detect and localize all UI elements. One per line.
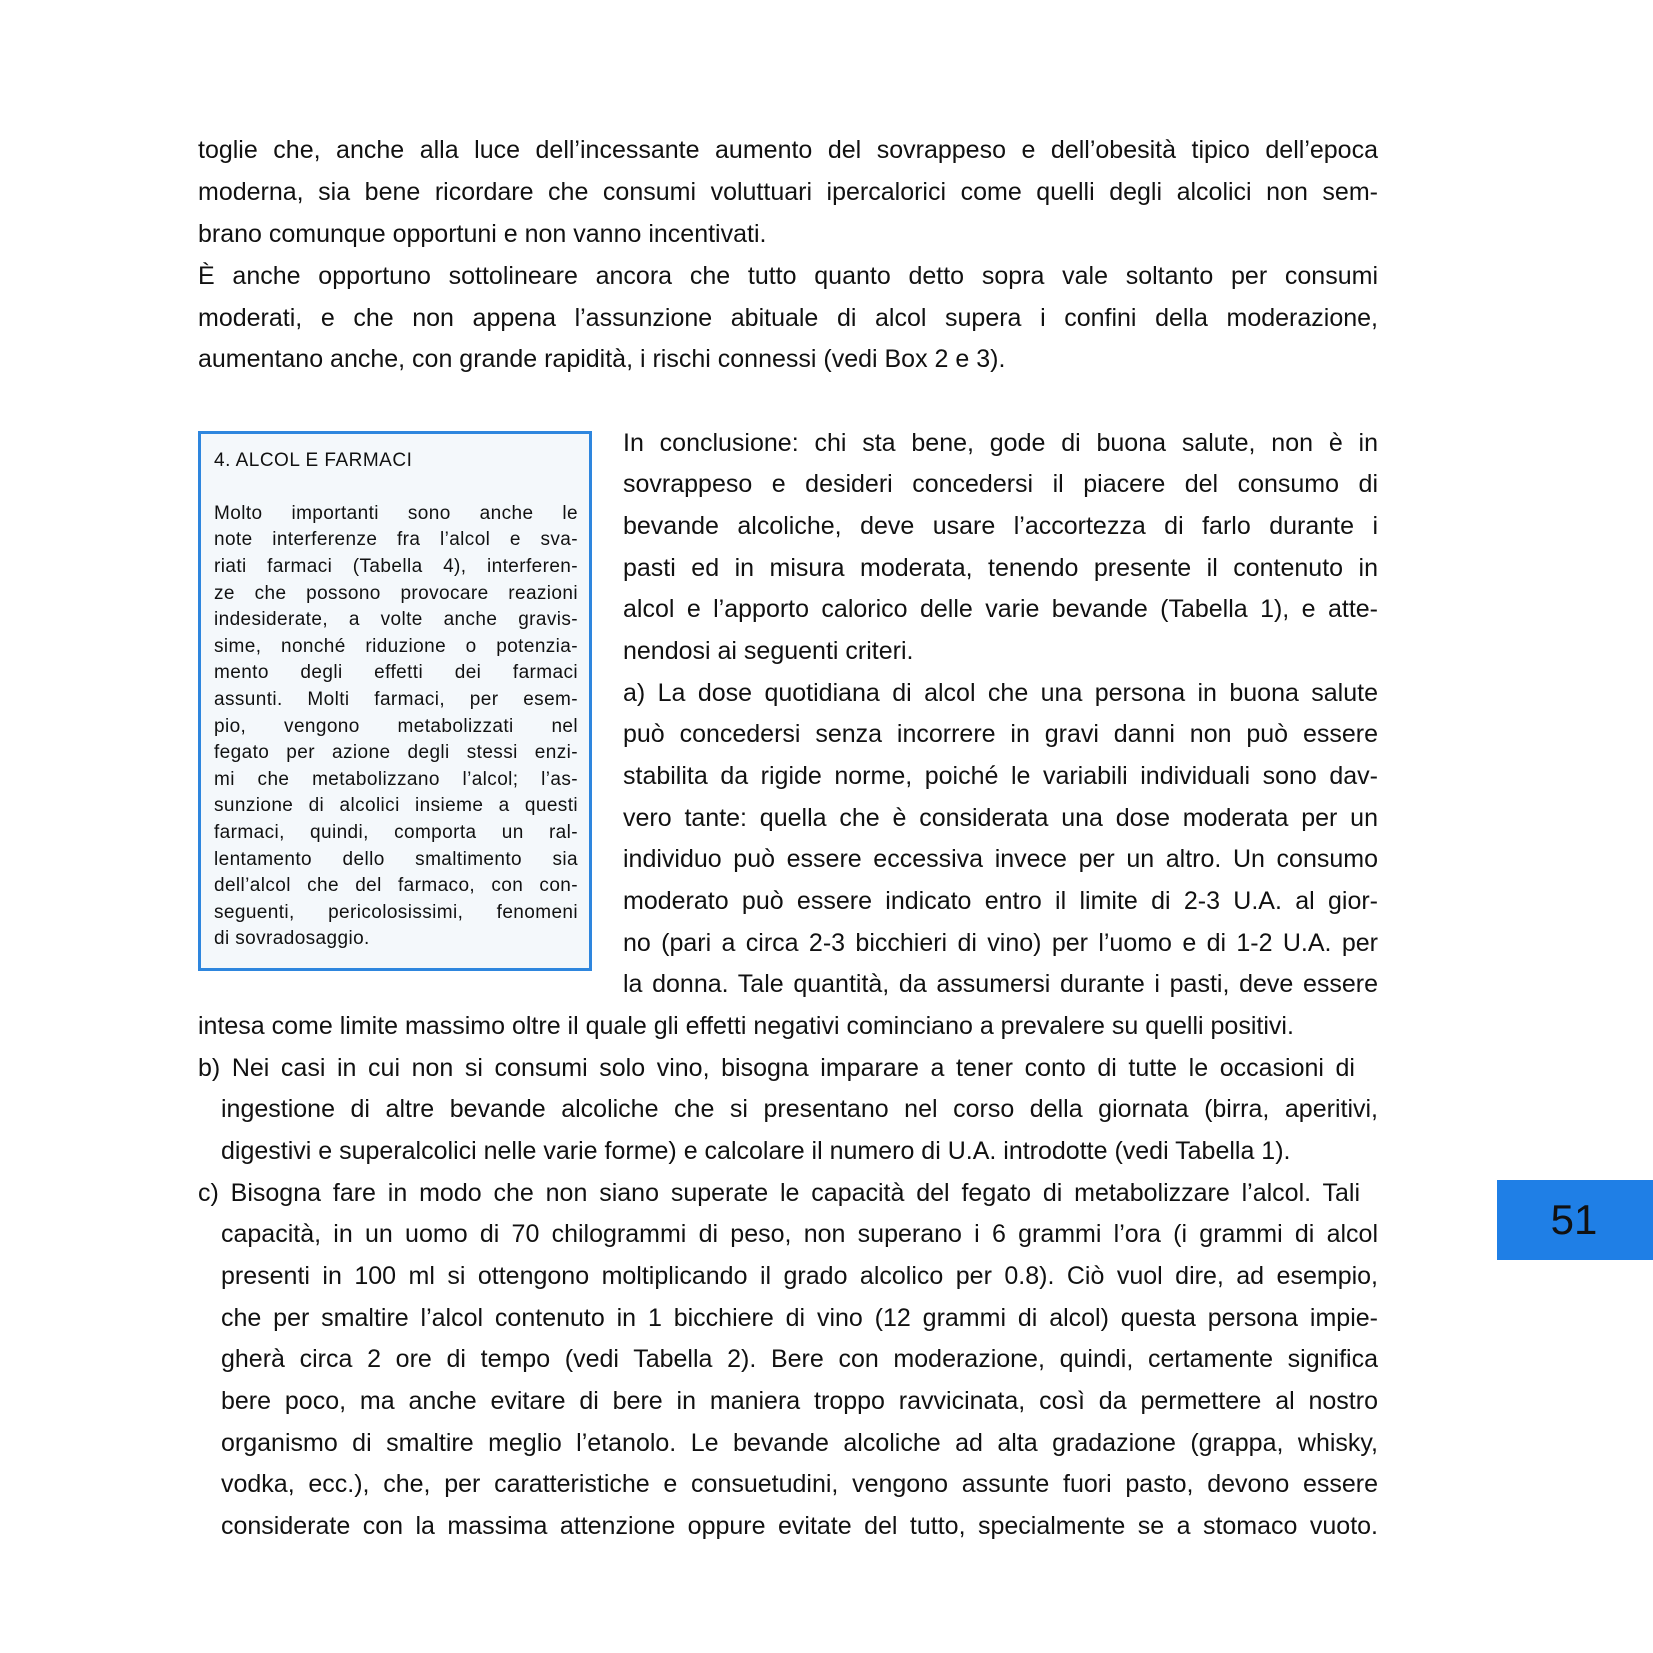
- box-line: sime, nonché riduzione o potenzia-: [214, 636, 578, 657]
- conclusion-line: alcol e l’apporto calorico delle varie bevande (Tabella 1), e atte-: [623, 595, 1378, 623]
- item-a-line: moderato può essere indicato entro il limite di 2-3 U.A. al gior-: [623, 887, 1378, 915]
- box-line: pio, vengono metabolizzati nel: [214, 716, 578, 737]
- item-a-line: vero tante: quella che è considerata una dose moderata per un: [623, 804, 1378, 832]
- box-line: seguenti, pericolosissimi, fenomeni: [214, 902, 578, 923]
- item-b-line: ingestione di altre bevande alcoliche che si presentano nel corso della giornata (birra, aperitivi,: [221, 1095, 1378, 1123]
- item-c-line: vodka, ecc.), che, per caratteristiche e consuetudini, vengono assunte fuori pasto, devono essere: [221, 1470, 1378, 1498]
- item-c-line: bere poco, ma anche evitare di bere in maniera troppo ravvicinata, così da permettere al nostro: [221, 1387, 1378, 1415]
- box-line: lentamento dello smaltimento sia: [214, 849, 578, 870]
- item-b-first-line: b) Nei casi in cui non si consumi solo vino, bisogna imparare a tener conto di tutte le occasioni di: [198, 1054, 1355, 1082]
- intro-line: È anche opportuno sottolineare ancora che tutto quanto detto sopra vale soltanto per consumi: [198, 262, 1378, 290]
- box-line: sunzione di alcolici insieme a questi: [214, 795, 578, 816]
- box-line: fegato per azione degli stessi enzi-: [214, 742, 578, 763]
- box-line: ze che possono provocare reazioni: [214, 583, 578, 604]
- page-number: 51: [1550, 1196, 1598, 1243]
- box-line: di sovradosaggio.: [214, 928, 370, 949]
- intro-line: aumentano anche, con grande rapidità, i rischi connessi (vedi Box 2 e 3).: [198, 345, 1006, 373]
- box-line: farmaci, quindi, comporta un ral-: [214, 822, 578, 843]
- item-c-line: capacità, in un uomo di 70 chilogrammi di peso, non superano i 6 grammi l’ora (i grammi di alcol: [221, 1220, 1378, 1248]
- box-line: indesiderate, a volte anche gravis-: [214, 609, 578, 630]
- conclusion-line: pasti ed in misura moderata, tenendo presente il contenuto in: [623, 554, 1378, 582]
- item-b-line: digestivi e superalcolici nelle varie forme) e calcolare il numero di U.A. introdotte (vedi Tabella 1).: [221, 1137, 1291, 1165]
- item-c-first-line: c) Bisogna fare in modo che non siano superate le capacità del fegato di metabolizzare l’alcol. Tali: [198, 1179, 1360, 1207]
- item-a-line: può concedersi senza incorrere in gravi danni non può essere: [623, 720, 1378, 748]
- conclusion-line: sovrappeso e desideri concedersi il piacere del consumo di: [623, 470, 1378, 498]
- box-line: Molto importanti sono anche le: [214, 503, 578, 524]
- intro-line: toglie che, anche alla luce dell’incessante aumento del sovrappeso e dell’obesità tipico dell’epoca: [198, 136, 1378, 164]
- intro-line: moderati, e che non appena l’assunzione abituale di alcol supera i confini della moderazione,: [198, 304, 1378, 332]
- conclusion-line: nendosi ai seguenti criteri.: [623, 637, 914, 665]
- box-line: dell’alcol che del farmaco, con con-: [214, 875, 578, 896]
- conclusion-line: bevande alcoliche, deve usare l’accortezza di farlo durante i: [623, 512, 1378, 540]
- sidebar-box-title: 4. ALCOL E FARMACI: [214, 450, 413, 471]
- item-a-line: la donna. Tale quantità, da assumersi durante i pasti, deve essere: [623, 970, 1378, 998]
- item-c-line: organismo di smaltire meglio l’etanolo. Le bevande alcoliche ad alta gradazione (grappa, whisky,: [221, 1429, 1378, 1457]
- box-line: mento degli effetti dei farmaci: [214, 662, 578, 683]
- item-c-line: gherà circa 2 ore di tempo (vedi Tabella 2). Bere con moderazione, quindi, certamente significa: [221, 1345, 1378, 1373]
- item-c-line: considerate con la massima attenzione oppure evitate del tutto, specialmente se a stomaco vuoto.: [221, 1512, 1378, 1540]
- item-a-line: stabilita da rigide norme, poiché le variabili individuali sono dav-: [623, 762, 1378, 790]
- item-a-line: no (pari a circa 2-3 bicchieri di vino) per l’uomo e di 1-2 U.A. per: [623, 929, 1378, 957]
- box-line: assunti. Molti farmaci, per esem-: [214, 689, 578, 710]
- box-line: mi che metabolizzano l’alcol; l’as-: [214, 769, 578, 790]
- box-line: riati farmaci (Tabella 4), interferen-: [214, 556, 578, 577]
- item-c-line: che per smaltire l’alcol contenuto in 1 bicchiere di vino (12 grammi di alcol) questa persona impie-: [221, 1304, 1378, 1332]
- intro-line: moderna, sia bene ricordare che consumi voluttuari ipercalorici come quelli degli alcolici non sem-: [198, 178, 1378, 206]
- item-a-line: intesa come limite massimo oltre il quale gli effetti negativi cominciano a prevalere su quelli positivi.: [198, 1012, 1294, 1040]
- item-a-line: individuo può essere eccessiva invece per un altro. Un consumo: [623, 845, 1378, 873]
- box-line: note interferenze fra l’alcol e sva-: [214, 529, 578, 550]
- intro-line: brano comunque opportuni e non vanno incentivati.: [198, 220, 767, 248]
- item-a-line: a) La dose quotidiana di alcol che una persona in buona salute: [623, 679, 1378, 707]
- conclusion-line: In conclusione: chi sta bene, gode di buona salute, non è in: [623, 429, 1378, 457]
- item-c-line: presenti in 100 ml si ottengono moltiplicando il grado alcolico per 0.8). Ciò vuol dire, ad esempio,: [221, 1262, 1378, 1290]
